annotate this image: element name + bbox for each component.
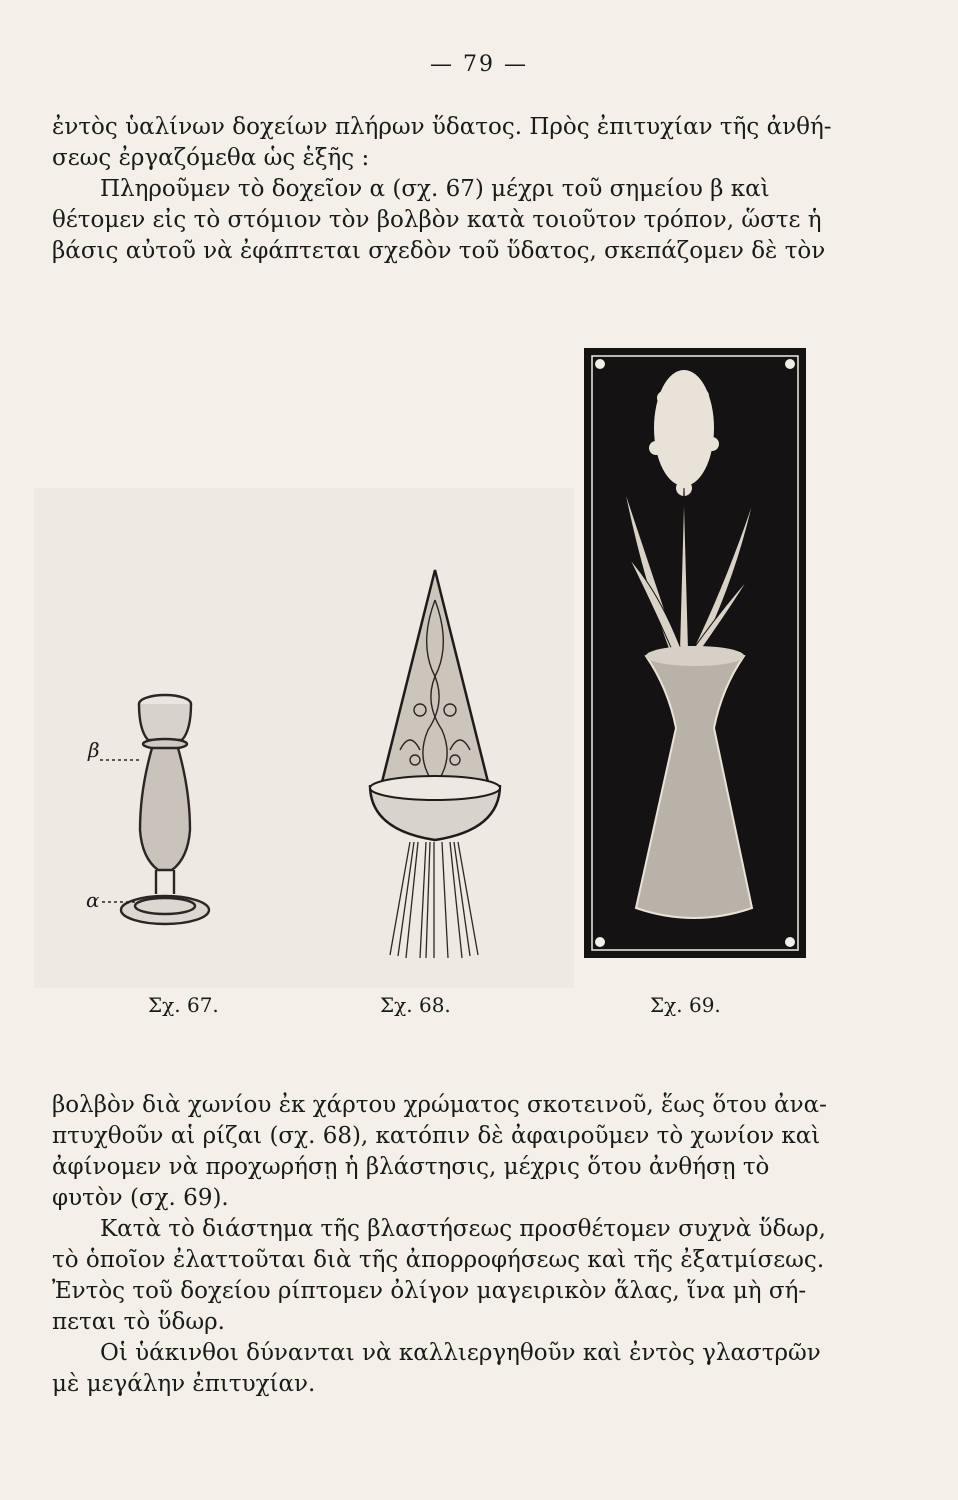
text-line: Οἱ ὑάκινθοι δύνανται νὰ καλλιεργηθοῦν καὶ ἐντὸς γλαστρῶν (100, 1340, 821, 1366)
text-line: Ἐντὸς τοῦ δοχείου ρίπτομεν ὀλίγον μαγειρικὸν ἅλας, ἵνα μὴ σή- (52, 1278, 807, 1304)
text-line: βολβὸν διὰ χωνίου ἐκ χάρτου χρώματος σκοτεινοῦ, ἕως ὅτου ἀνα- (52, 1092, 827, 1118)
text-line: ἐντὸς ὑαλίνων δοχείων πλήρων ὕδατος. Πρὸς ἐπιτυχίαν τῆς ἀνθή- (52, 114, 832, 140)
text-line: θέτομεν εἰς τὸ στόμιον τὸν βολβὸν κατὰ τοιοῦτον τρόπον, ὥστε ἡ (52, 207, 822, 233)
text-line: Κατὰ τὸ διάστημα τῆς βλαστήσεως προσθέτομεν συχνὰ ὕδωρ, (100, 1216, 826, 1242)
page-number: — 79 — (430, 52, 528, 77)
figure-68-paper-cone (360, 560, 510, 960)
text-line: σεως ἐργαζόμεθα ὡς ἑξῆς : (52, 145, 370, 171)
text-line: φυτὸν (σχ. 69). (52, 1185, 229, 1211)
text-line: ἀφίνομεν νὰ προχωρήσῃ ἡ βλάστησις, μέχρις ὅτου ἀνθήσῃ τὸ (52, 1154, 770, 1180)
text-line: πεται τὸ ὕδωρ. (52, 1309, 225, 1335)
text-line: μὲ μεγάλην ἐπιτυχίαν. (52, 1371, 316, 1397)
caption-fig-68: Σχ. 68. (380, 993, 451, 1017)
caption-fig-69: Σχ. 69. (650, 993, 721, 1017)
text-line: Πληροῦμεν τὸ δοχεῖον α (σχ. 67) μέχρι τοῦ σημείου β καὶ (100, 176, 770, 202)
figure-67-glass-vessel (80, 680, 250, 950)
text-line: τὸ ὁποῖον ἐλαττοῦται διὰ τῆς ἀπορροφήσεως καὶ τῆς ἐξατμίσεως. (52, 1247, 825, 1273)
label-a: α (86, 888, 100, 912)
text-line: πτυχθοῦν αἱ ρίζαι (σχ. 68), κατόπιν δὲ ἀφαιροῦμεν τὸ χωνίον καὶ (52, 1123, 821, 1149)
figure-69-hyacinth-vase (584, 348, 806, 958)
paragraph-bottom (52, 1090, 832, 1400)
paragraph-top (52, 112, 832, 267)
text-line: βάσις αὐτοῦ νὰ ἐφάπτεται σχεδὸν τοῦ ὕδατος, σκεπάζομεν δὲ τὸν (52, 238, 826, 264)
label-b: β (88, 738, 100, 762)
caption-fig-67: Σχ. 67. (148, 993, 219, 1017)
